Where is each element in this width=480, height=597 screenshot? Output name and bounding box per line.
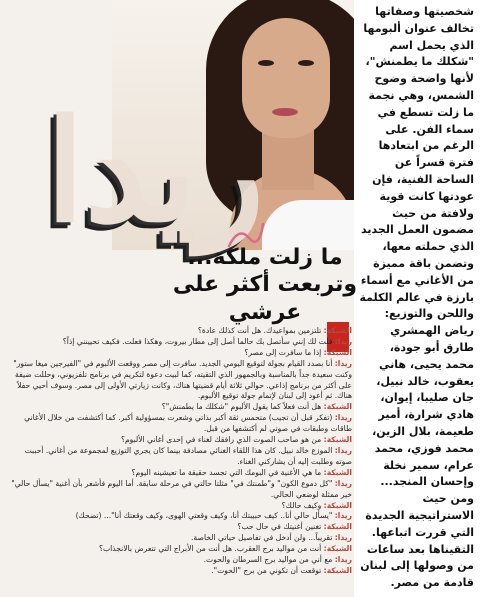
qa-text: إذا ما سافرت إلى مصر؟ <box>244 347 324 357</box>
qa-text: مع أني من مواليد برج السرطان والحوت. <box>203 555 335 565</box>
qa-speaker: ريدا: <box>334 358 352 368</box>
headline-name: ريدا <box>45 90 265 254</box>
qa-speaker: الشبكة: <box>323 347 352 357</box>
qa-speaker: ريدا: <box>334 511 352 521</box>
intro-text: شخصيتها وصفاتها تخالف عنوان ألبومها الذي يحمل اسم "شكلك ما يطمنش"، لأنها واضحة وضوح الشمس، وهي نجمة ما زلت تسطع في سماء الفن. على الرغم من ابتعادها فترة قسراً عن الساحة الفنية، فإن عودتها كانت قوية ولافتة من حيث مضمون العمل الجديد الذي حملته معها، وتضمن باقة مميزة من الأغاني مع أسماء بارزة في عالم الكلمة واللحن والتوزيع: رياض الهمشري طارق أبو جودة، محمد يحيى، هاني يعقوب، خالد نبيل، جان صليبا، إيوان، هادي شرارة، أمير طعيمة، بلال الزين، محمد فوزي، محمد عرام، سمير نخلة وإحسان المنجد... ومن حيث الاستراتيجية الجديدة التي قررت اتباعها. التقيناها بعد ساعات من وصولها إلى لبنان قادمة من مصر. <box>359 5 474 590</box>
qa-paragraph <box>8 555 352 566</box>
qa-text: أنا بصدد القيام بجولة لتوقيع اليومي الجديد. سافرت إلى مصر ووقعت الألبوم في "الفيرجين ميغا ستور" وكنت سعيدة جداً بالمناسبة وبالجمهور الذي التقيته، كما لبيت دعوة لتكريم في برنامج تلفزيوني، وحللت ضيفة على أكثر من برنامج إذاعي. حوالي ثلاثة أيام قضيتها هناك، وكانت زيارتي الأولى إلى مصر. وسوف أحيي حفلاً هناك. ثم أعود إلى لبنان لإتمام جولة توقيع الألبوم. <box>13 358 352 401</box>
qa-text: "يسأل حالي أنا.. كيف حبيبتك أنا، وكيف وقعتي الهوى، وكيف وقعتك أنا"... (تضحك) <box>75 511 335 521</box>
qa-text: "كل دموع الكون" و"طمنتك في" مثلتا حالتي في مرحلة سابقة. أما اليوم فأشعر بأن أغنية "يسأل حالي" خير ممثلة لوضعي الحالي. <box>11 478 352 499</box>
headline-subtitle <box>150 245 380 327</box>
qa-text: هل أنت فعلاً كما يقول الألبوم "شكلك ما يطمنش"؟ <box>161 402 324 412</box>
qa-paragraph <box>8 522 352 533</box>
qa-text: توقعت أن تكوني من برج "الحوت". <box>211 565 324 575</box>
qa-speaker: ريدا: <box>334 555 352 565</box>
qa-speaker: ريدا: <box>334 336 352 346</box>
qa-text: تغنين أغنيتك في حال حب؟ <box>237 522 324 532</box>
qa-text: تلتزمين بمواعيدك. هل أنت كذلك عادة؟ <box>197 326 324 335</box>
interview-body <box>8 326 352 577</box>
qa-speaker: ريدا: <box>334 445 352 455</box>
qa-paragraph <box>8 413 352 435</box>
qa-paragraph <box>8 359 352 403</box>
qa-paragraph <box>8 544 352 555</box>
qa-text: أنت من مواليد برج العقرب. هل أنت من الأبراج التي تتعرض بالانجذاب؟ <box>99 544 324 554</box>
qa-speaker: الشبكة: <box>323 500 352 510</box>
qa-paragraph <box>8 566 352 577</box>
qa-paragraph <box>8 435 352 446</box>
qa-paragraph <box>8 479 352 501</box>
qa-paragraph <box>8 337 352 348</box>
qa-speaker: الشبكة: <box>323 435 352 445</box>
qa-paragraph <box>8 533 352 544</box>
qa-text: (تفكر قبل أن تجيب) متحمس ثقة أكبر بذاتي وشعرت بمسؤولية أكبر. كما أكتشفت من خلال الأغاني طاقات وطبقات في صوتي لم أكتشفها من قبل. <box>24 413 352 434</box>
subtitle-line-1: ما زلت ملكة... <box>187 245 343 270</box>
qa-text: وكيف حالك؟ <box>281 500 324 510</box>
qa-speaker: الشبكة: <box>323 544 352 554</box>
qa-paragraph <box>8 468 352 479</box>
qa-speaker: الشبكة: <box>323 467 352 477</box>
qa-speaker: الشبكة: <box>323 326 352 335</box>
qa-paragraph <box>8 501 352 512</box>
qa-text: ما هي الأغنية في البومك التي تجسد حقيقة ما تعيشينه اليوم؟ <box>131 467 324 477</box>
qa-speaker: الشبكة: <box>323 565 352 575</box>
qa-paragraph <box>8 402 352 413</box>
qa-speaker: ريدا: <box>334 478 352 488</box>
qa-speaker: الشبكة: <box>323 402 352 412</box>
qa-speaker: ريدا: <box>334 533 352 543</box>
qa-text: قلت لك إنني سأتصل بك حالما أصل إلى مطار بيروت، وهكذا فعلت. فكيف تحيينني إذاً؟ <box>62 336 335 346</box>
qa-paragraph <box>8 326 352 337</box>
qa-speaker: ريدا: <box>334 413 352 423</box>
subtitle-line-2: وتربعت أكثر على عرشي <box>172 272 358 325</box>
qa-paragraph <box>8 446 352 468</box>
qa-paragraph <box>8 511 352 522</box>
qa-speaker: الشبكة: <box>323 522 352 532</box>
qa-text: من هو صاحب الصوت الذي رافقك لغناء في إحدى أغاني الألبوم؟ <box>120 435 324 445</box>
qa-paragraph <box>8 348 352 359</box>
qa-text: الموزع خالد نبيل. كان هذا اللقاء الغنائي مصادفة بينما كان يجري التوزيع لمجموعة من أغاني. أحببت صوته وطلبت إليه أن يشاركني الغناء. <box>24 445 352 466</box>
qa-text: تقريباً... ولن أدخل في تفاصيل حياتي الخاصة. <box>191 533 335 543</box>
